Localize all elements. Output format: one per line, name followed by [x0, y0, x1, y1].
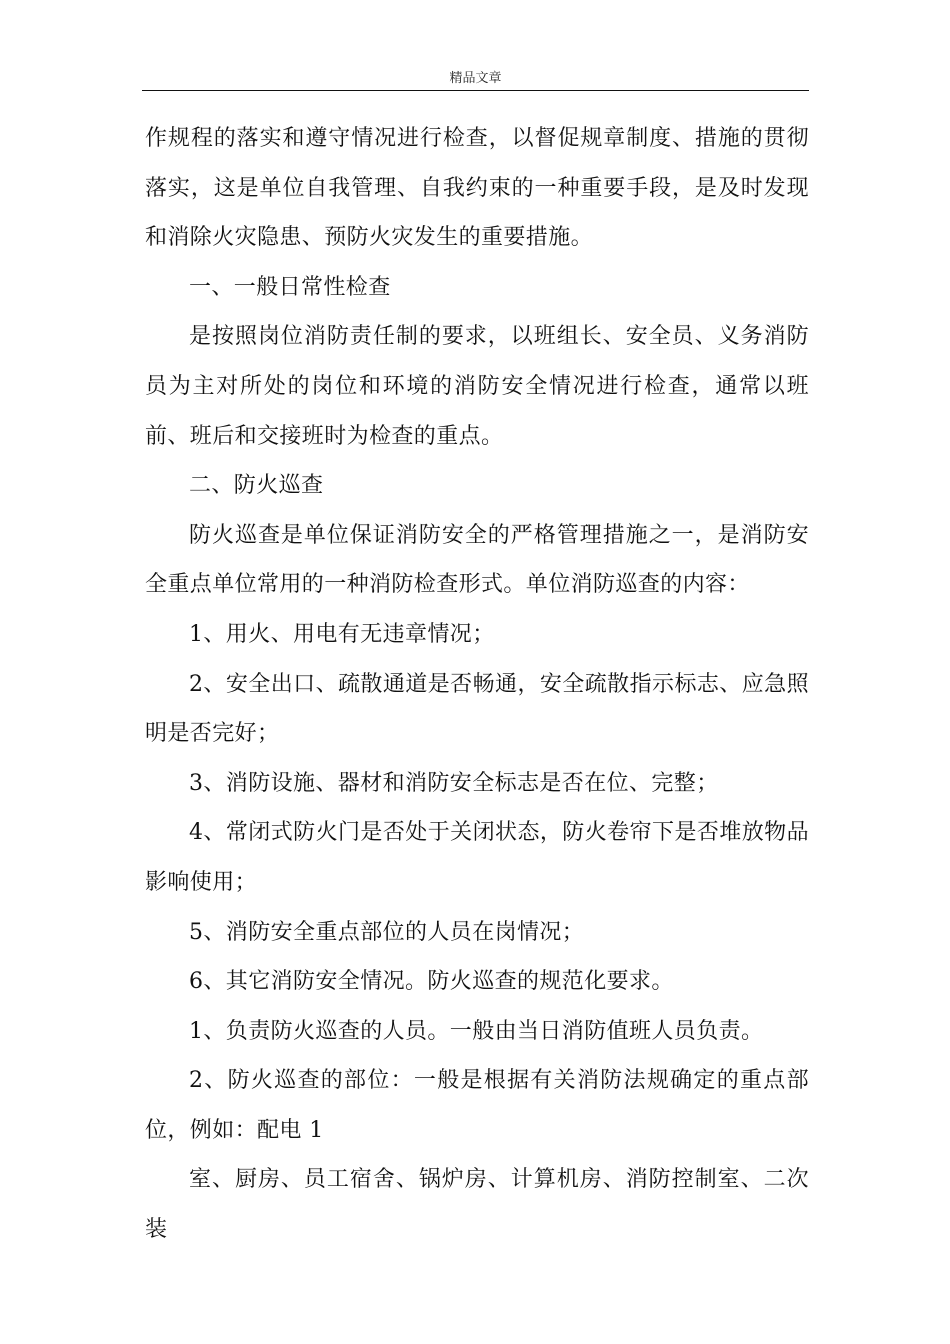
paragraph-continuation: 室、厨房、员工宿舍、锅炉房、计算机房、消防控制室、二次装	[145, 1167, 809, 1243]
list-item-5: 5、消防安全重点部位的人员在岗情况；	[189, 919, 585, 945]
list-item-2: 2、安全出口、疏散通道是否畅通，安全疏散指示标志、应急照明是否完好；	[145, 671, 809, 747]
requirement-item-2: 2、防火巡查的部位：一般是根据有关消防法规确定的重点部位，例如：配电 1	[145, 1068, 809, 1143]
section-heading-daily-inspection: 一、一般日常性检查	[189, 274, 391, 300]
document-body	[145, 114, 809, 1255]
header-divider	[142, 90, 809, 91]
header-title: 精品文章	[449, 71, 502, 86]
requirement-item-1: 1、负责防火巡查的人员。一般由当日消防值班人员负责。	[189, 1018, 764, 1044]
list-item-3: 3、消防设施、器材和消防安全标志是否在位、完整；	[189, 770, 719, 796]
paragraph-1: 作规程的落实和遵守情况进行检查，以督促规章制度、措施的贯彻落实，这是单位自我管理、自我约束的一种重要手段，是及时发现和消除火灾隐患、预防火灾发生的重要措施。	[145, 126, 809, 251]
list-item-4: 4、常闭式防火门是否处于关闭状态，防火卷帘下是否堆放物品影响使用；	[145, 820, 809, 895]
list-item-6: 6、其它消防安全情况。防火巡查的规范化要求。	[189, 969, 674, 995]
paragraph-daily-inspection: 是按照岗位消防责任制的要求，以班组长、安全员、义务消防员为主对所处的岗位和环境的消防安全情况进行检查，通常以班前、班后和交接班时为检查的重点。	[145, 324, 809, 449]
page-header	[142, 70, 809, 90]
paragraph-fire-patrol-intro: 防火巡查是单位保证消防安全的严格管理措施之一，是消防安全重点单位常用的一种消防检查形式。单位消防巡查的内容：	[145, 522, 809, 598]
section-heading-fire-patrol: 二、防火巡查	[189, 473, 324, 499]
list-item-1: 1、用火、用电有无违章情况；	[189, 621, 495, 647]
